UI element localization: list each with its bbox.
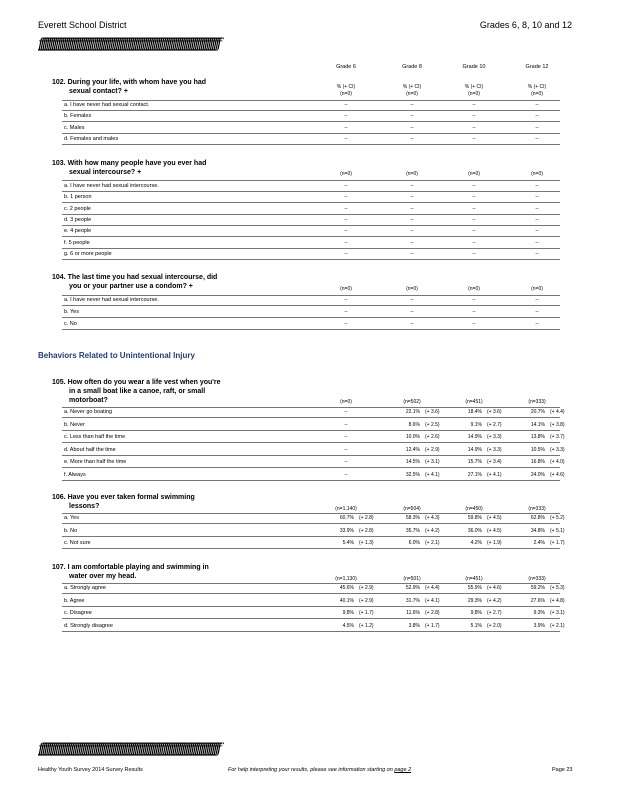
grade-header: Grade 12 [525, 64, 549, 70]
row-rule [62, 417, 560, 418]
value-cell: -- [344, 216, 348, 223]
table-rule [62, 100, 560, 101]
percent-value: 55.9% [467, 585, 482, 591]
ci-value: (+ 4.4) [425, 585, 440, 591]
ci-value: (+ 4.3) [425, 515, 440, 521]
n-count: (n=0) [531, 286, 543, 292]
row-rule [62, 442, 560, 443]
footer-help-line: For help interpreting your results, please see information starting on [228, 767, 393, 773]
ci-value: (+ 2.7) [487, 421, 502, 428]
footer-survey-name: Healthy Youth Survey 2014 Survey Results [38, 767, 143, 773]
n-count: (n=1,140) [335, 506, 357, 512]
percent-value: 5.1% [470, 622, 482, 629]
question-line: 104. The last time you had sexual intercourse, did [52, 274, 218, 281]
percent-value: 59.2% [530, 585, 545, 591]
percent-value: 10.0% [405, 434, 420, 440]
n-count: (n=0) [468, 171, 480, 177]
question-103 [52, 159, 206, 177]
row-rule [62, 259, 560, 260]
n-count: (n=501) [403, 576, 421, 582]
value-cell: -- [344, 113, 348, 120]
answer-label: c. Less than half the time [64, 434, 126, 440]
value-cell: -- [410, 205, 414, 212]
percent-value: 14.9% [467, 434, 482, 440]
answer-label: c. Not sure [64, 540, 91, 546]
ci-value: (+ 1.9) [487, 540, 502, 546]
ci-value: (+ 4.4) [550, 409, 565, 415]
value-cell: -- [410, 228, 414, 235]
question-line: sexual intercourse? + [69, 169, 142, 176]
value-cell: -- [344, 434, 348, 440]
percent-value: 14.5% [405, 459, 420, 465]
value-cell: -- [344, 309, 348, 315]
value-cell: -- [344, 471, 348, 478]
ci-value: (+ 3.6) [425, 409, 440, 415]
value-cell: -- [344, 459, 348, 465]
percent-value: 8.6% [408, 421, 420, 428]
ci-value: (+ 5.3) [550, 585, 565, 591]
value-cell: -- [344, 239, 348, 246]
row-rule [62, 329, 560, 330]
n-count: (n=450) [465, 506, 483, 512]
row-rule [62, 305, 560, 306]
value-cell: -- [344, 297, 348, 303]
value-cell: -- [472, 205, 476, 212]
value-cell: -- [535, 228, 539, 235]
row-rule [62, 121, 560, 122]
grades-label: Grades 6, 8, 10 and 12 [479, 20, 572, 30]
ci-value: (+ 4.1) [425, 471, 440, 478]
answer-label: f. Always [64, 471, 86, 478]
percent-value: 14.1% [530, 421, 545, 428]
grade-header: Grade 10 [462, 64, 486, 70]
answer-label: f. 5 people [64, 239, 90, 246]
percent-value: 36.0% [467, 527, 482, 534]
ci-value: (+ 4.1) [487, 471, 502, 478]
value-cell: -- [535, 113, 539, 120]
answer-label: b. Agree [64, 597, 85, 604]
answer-label: d. Females and males [64, 135, 119, 142]
value-cell: -- [535, 102, 539, 108]
value-cell: -- [472, 194, 476, 201]
percent-value: 33.9% [339, 527, 354, 534]
n-count: (n=0) [531, 171, 543, 177]
answer-label: c. 2 people [64, 205, 91, 212]
ci-value: (+ 2.9) [425, 446, 440, 453]
answer-label: a. I have never had sexual intercourse. [64, 297, 159, 303]
pct-header: % (+ CI) [336, 84, 356, 90]
value-cell: -- [410, 194, 414, 201]
percent-value: 20.7% [530, 409, 545, 415]
n-count: (n=0) [531, 91, 543, 97]
footer-page-link[interactable]: page 2 [394, 767, 412, 773]
ci-value: (+ 2.8) [359, 515, 374, 521]
ci-value: (+ 3.6) [487, 409, 502, 415]
value-cell: -- [410, 124, 414, 131]
value-cell: -- [344, 183, 348, 189]
value-cell: -- [535, 250, 539, 257]
ci-value: (+ 1.3) [359, 540, 374, 546]
value-cell: -- [472, 239, 476, 246]
ci-value: (+ 1.7) [550, 540, 565, 546]
ci-value: (+ 1.2) [359, 622, 374, 629]
answer-label: g. 6 or more people [64, 250, 112, 257]
percent-value: 27.6% [530, 597, 545, 604]
value-cell: -- [472, 309, 476, 315]
question-line: you or your partner use a condom? + [69, 283, 193, 290]
value-cell: -- [410, 250, 414, 257]
value-cell: -- [344, 228, 348, 235]
row-rule [62, 631, 560, 632]
percent-value: 58.3% [405, 515, 420, 521]
percent-value: 3.8% [408, 622, 420, 629]
answer-label: b. Yes [64, 309, 79, 315]
value-cell: -- [472, 228, 476, 235]
answer-label: b. Females [64, 113, 92, 120]
row-rule [62, 455, 560, 456]
answer-label: a. I have never had sexual contact. [64, 102, 150, 108]
ci-value: (+ 4.2) [487, 597, 502, 604]
value-cell: -- [410, 239, 414, 246]
percent-value: 35.7% [405, 527, 420, 534]
ci-value: (+ 5.2) [550, 515, 565, 521]
answer-label: b. Never [64, 421, 85, 428]
value-cell: -- [410, 321, 414, 327]
table-rule [62, 583, 560, 584]
percent-value: 31.7% [405, 597, 420, 604]
question-line: water over my head. [69, 573, 137, 580]
n-count: (n=451) [465, 576, 483, 582]
n-count: (n=0) [406, 286, 418, 292]
row-rule [62, 236, 560, 237]
percent-value: 22.1% [405, 409, 420, 415]
percent-value: 15.7% [467, 459, 482, 465]
percent-value: 34.8% [530, 527, 545, 534]
answer-label: a. I have never had sexual intercourse. [64, 183, 159, 189]
percent-value: 45.6% [339, 585, 354, 591]
ci-value: (+ 4.8) [550, 597, 565, 604]
value-cell: -- [535, 297, 539, 303]
ci-value: (+ 3.1) [550, 610, 565, 616]
row-rule [62, 144, 560, 145]
value-cell: -- [410, 216, 414, 223]
value-cell: -- [472, 297, 476, 303]
answer-label: c. Disagree [64, 610, 92, 616]
value-cell: -- [344, 102, 348, 108]
n-count: (n=504) [403, 506, 421, 512]
question-line: 103. With how many people have you ever had [52, 160, 207, 167]
percent-value: 62.8% [530, 515, 545, 521]
value-cell: -- [472, 135, 476, 142]
ci-value: (+ 3.1) [425, 459, 440, 465]
ci-value: (+ 1.7) [359, 610, 374, 616]
value-cell: -- [472, 183, 476, 189]
value-cell: -- [410, 135, 414, 142]
ci-value: (+ 1.7) [425, 622, 440, 629]
row-rule [62, 618, 560, 619]
question-line: 106. Have you ever taken formal swimming [52, 494, 195, 501]
district-name: Everett School District [38, 20, 127, 30]
value-cell: -- [410, 113, 414, 120]
percent-value: 9.3% [533, 610, 545, 616]
answer-label: e. 4 people [64, 228, 92, 235]
row-rule [62, 480, 560, 481]
percent-value: 32.5% [405, 471, 420, 478]
ci-value: (+ 3.8) [550, 421, 565, 428]
value-cell: -- [535, 183, 539, 189]
percent-value: 59.8% [467, 515, 482, 521]
n-count: (n=502) [403, 399, 421, 405]
percent-value: 10.5% [530, 446, 545, 453]
percent-value: 9.1% [470, 421, 482, 428]
row-rule [62, 202, 560, 203]
n-count: (n=0) [468, 91, 480, 97]
percent-value: 9.8% [470, 610, 482, 616]
n-count: (n=333) [528, 576, 546, 582]
value-cell: -- [535, 216, 539, 223]
question-104 [52, 273, 217, 291]
value-cell: -- [472, 216, 476, 223]
percent-value: 18.4% [467, 409, 482, 415]
percent-value: 16.8% [530, 459, 545, 465]
top-divider: ƒƒƒƒƒƒƒƒƒƒƒƒƒƒƒƒƒƒƒƒƒƒƒƒƒƒƒƒƒƒƒƒƒƒƒƒƒƒƒƒƒƒƒƒƒƒƒƒƒƒƒƒƒƒƒƒƒƒƒƒƒƒƒƒƒƒƒƒƒƒƒƒƒƒƒƒƒƒƒƒƒƒƒƒƒƒƒƒƒƒƒƒƒƒƒƒ [38, 37, 219, 51]
value-cell: -- [344, 135, 348, 142]
ci-value: (+ 2.9) [359, 585, 374, 591]
question-line: 107. I am comfortable playing and swimming in [52, 564, 209, 571]
ci-value: (+ 4.0) [550, 459, 565, 465]
percent-value: 4.2% [470, 540, 482, 546]
value-cell: -- [410, 297, 414, 303]
value-cell: -- [535, 205, 539, 212]
question-102 [52, 78, 206, 96]
value-cell: -- [410, 102, 414, 108]
value-cell: -- [472, 124, 476, 131]
row-rule [62, 593, 560, 594]
percent-value: 9.8% [342, 610, 354, 616]
answer-label: c. Males [64, 124, 85, 131]
answer-label: a. Strongly agree [64, 585, 106, 591]
ci-value: (+ 3.3) [487, 446, 502, 453]
n-count: (n=1,130) [335, 576, 357, 582]
percent-value: 52.9% [405, 585, 420, 591]
ci-value: (+ 5.1) [550, 527, 565, 534]
section-title: Behaviors Related to Unintentional Injury [38, 351, 195, 360]
ci-value: (+ 3.3) [487, 434, 502, 440]
table-rule [62, 407, 560, 408]
answer-label: b. 1 person [64, 194, 92, 201]
ci-value: (+ 4.6) [550, 471, 565, 478]
n-count: (n=0) [468, 286, 480, 292]
value-cell: -- [344, 205, 348, 212]
row-rule [62, 523, 560, 524]
answer-label: a. Never go boating [64, 409, 113, 415]
question-line: lessons? [69, 503, 100, 510]
n-count: (n=0) [406, 91, 418, 97]
ci-value: (+ 2.8) [425, 610, 440, 616]
percent-value: 29.3% [467, 597, 482, 604]
ci-value: (+ 2.8) [359, 527, 374, 534]
n-count: (n=0) [340, 171, 352, 177]
row-rule [62, 225, 560, 226]
ci-value: (+ 4.2) [425, 527, 440, 534]
row-rule [62, 214, 560, 215]
percent-value: 3.9% [533, 622, 545, 629]
value-cell: -- [344, 421, 348, 428]
ci-value: (+ 2.5) [425, 421, 440, 428]
value-cell: -- [535, 239, 539, 246]
percent-value: 5.4% [342, 540, 354, 546]
pct-header: % (+ CI) [402, 84, 422, 90]
question-line: 102. During your life, with whom have you had [52, 79, 207, 86]
ci-value: (+ 4.5) [487, 527, 502, 534]
value-cell: -- [344, 124, 348, 131]
question-line: motorboat? [69, 397, 108, 404]
value-cell: -- [535, 309, 539, 315]
percent-value: 60.7% [339, 515, 354, 521]
answer-label: e. More than half the time [64, 459, 127, 465]
ci-value: (+ 3.3) [550, 446, 565, 453]
value-cell: -- [344, 194, 348, 201]
n-count: (n=333) [528, 399, 546, 405]
table-rule [62, 513, 560, 514]
value-cell: -- [410, 183, 414, 189]
percent-value: 4.5% [342, 622, 354, 629]
ci-value: (+ 4.5) [487, 515, 502, 521]
value-cell: -- [410, 309, 414, 315]
table-rule [62, 180, 560, 181]
bottom-divider: ƒƒƒƒƒƒƒƒƒƒƒƒƒƒƒƒƒƒƒƒƒƒƒƒƒƒƒƒƒƒƒƒƒƒƒƒƒƒƒƒƒƒƒƒƒƒƒƒƒƒƒƒƒƒƒƒƒƒƒƒƒƒƒƒƒƒƒƒƒƒƒƒƒƒƒƒƒƒƒƒƒƒƒƒƒƒƒƒƒƒƒƒƒƒƒƒ [38, 742, 219, 756]
value-cell: -- [472, 113, 476, 120]
answer-label: b. No [64, 527, 78, 534]
percent-value: 24.0% [530, 471, 545, 478]
percent-value: 40.1% [339, 597, 354, 604]
ci-value: (+ 2.9) [359, 597, 374, 604]
question-105 [52, 378, 221, 405]
answer-label: d. Strongly disagree [64, 622, 113, 629]
percent-value: 27.1% [467, 471, 482, 478]
percent-value: 6.0% [408, 540, 420, 546]
n-count: (n=0) [340, 399, 352, 405]
question-106 [52, 493, 195, 511]
n-count: (n=333) [528, 506, 546, 512]
value-cell: -- [344, 446, 348, 453]
question-line: 105. How often do you wear a life vest when you're [52, 379, 221, 386]
percent-value: 12.4% [405, 446, 420, 453]
ci-value: (+ 2.7) [487, 610, 502, 616]
percent-value: 11.6% [406, 610, 420, 616]
answer-label: d. About half the time [64, 446, 116, 453]
row-rule [62, 248, 560, 249]
pct-header: % (+ CI) [464, 84, 484, 90]
value-cell: -- [535, 124, 539, 131]
question-line: in a small boat like a canoe, raft, or small [69, 388, 206, 395]
ci-value: (+ 4.6) [487, 585, 502, 591]
value-cell: -- [535, 321, 539, 327]
ci-value: (+ 2.0) [487, 622, 502, 629]
question-line: sexual contact? + [69, 88, 128, 95]
ci-value: (+ 2.6) [425, 434, 440, 440]
value-cell: -- [344, 409, 348, 415]
pct-header: % (+ CI) [527, 84, 547, 90]
value-cell: -- [535, 135, 539, 142]
n-count: (n=0) [340, 91, 352, 97]
row-rule [62, 133, 560, 134]
percent-value: 13.8% [530, 434, 545, 440]
row-rule [62, 548, 560, 549]
answer-label: d. 3 people [64, 216, 92, 223]
ci-value: (+ 4.1) [425, 597, 440, 604]
row-rule [62, 317, 560, 318]
row-rule [62, 191, 560, 192]
footer-page-number: Page 23 [552, 767, 573, 773]
grade-header: Grade 8 [402, 64, 422, 70]
ci-value: (+ 3.7) [550, 434, 565, 440]
ci-value: (+ 3.4) [487, 459, 502, 465]
row-rule [62, 110, 560, 111]
grade-header: Grade 6 [336, 64, 356, 70]
row-rule [62, 467, 560, 468]
ci-value: (+ 2.1) [550, 622, 565, 629]
ci-value: (+ 2.1) [425, 540, 440, 546]
value-cell: -- [472, 250, 476, 257]
n-count: (n=0) [340, 286, 352, 292]
row-rule [62, 606, 560, 607]
n-count: (n=0) [406, 171, 418, 177]
value-cell: -- [344, 321, 348, 327]
row-rule [62, 536, 560, 537]
n-count: (n=451) [465, 399, 483, 405]
answer-label: a. Yes [64, 515, 79, 521]
question-107 [52, 563, 209, 581]
value-cell: -- [344, 250, 348, 257]
value-cell: -- [472, 102, 476, 108]
value-cell: -- [535, 194, 539, 201]
table-rule [62, 295, 560, 296]
footer-help-text [228, 767, 411, 773]
row-rule [62, 430, 560, 431]
answer-label: c. No [64, 321, 77, 327]
percent-value: 14.9% [467, 446, 482, 453]
value-cell: -- [472, 321, 476, 327]
percent-value: 2.4% [533, 540, 545, 546]
